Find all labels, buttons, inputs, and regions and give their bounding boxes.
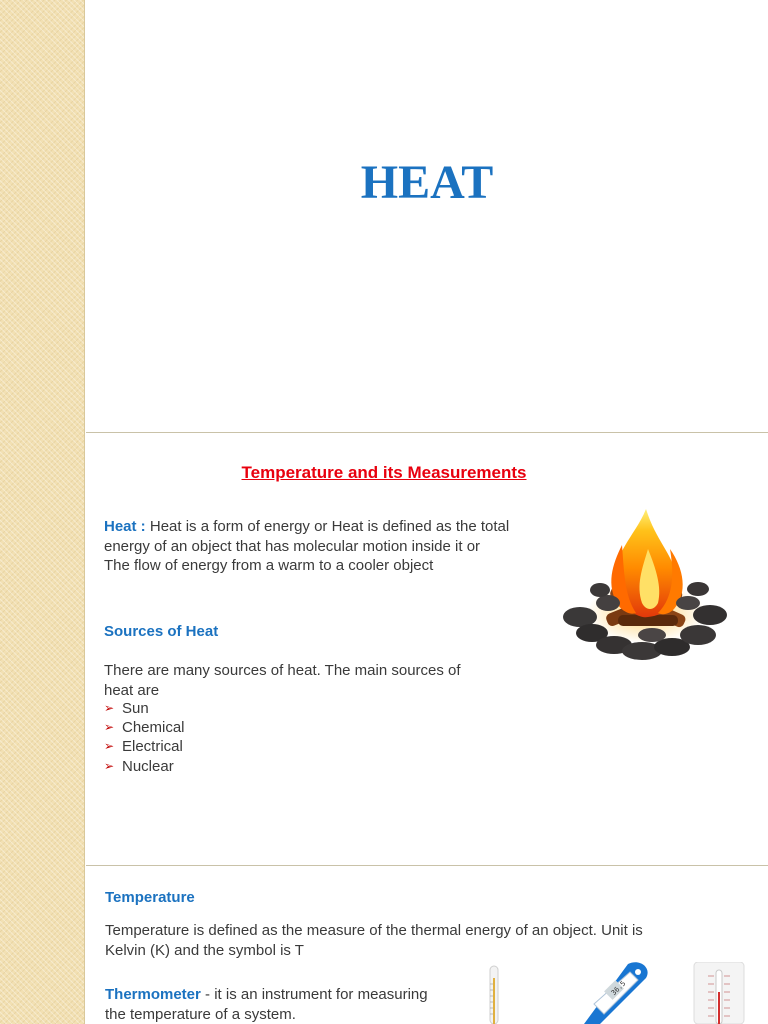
svg-text:36.5: 36.5 (609, 979, 628, 998)
heat-def-line2: energy of an object that has molecular motion inside it or (104, 537, 481, 555)
list-item: ➢ Electrical (104, 738, 183, 756)
glass-thermometer-icon (484, 964, 504, 1024)
list-item: ➢ Sun (104, 700, 149, 717)
temperature-heading: Temperature (105, 889, 195, 906)
decorative-sidebar (0, 0, 85, 1024)
wall-thermometer-icon (690, 962, 748, 1024)
list-item: ➢ Chemical (104, 719, 185, 737)
sources-intro (104, 661, 524, 700)
sources-intro-line2: heat are (104, 681, 160, 699)
temperature-def-line1: Temperature is defined as the measure of the thermal energy of an object. Unit is (105, 922, 643, 939)
slide-divider (86, 865, 768, 866)
campfire-icon (552, 505, 740, 670)
slide-title: HEAT (360, 156, 494, 209)
arrow-bullet-icon: ➢ (104, 739, 115, 754)
arrow-bullet-icon: ➢ (104, 720, 115, 735)
thermometer-def-line2: the temperature of a system. (105, 1005, 296, 1023)
temperature-definition (105, 921, 705, 960)
list-item: ➢ Nuclear (104, 757, 174, 775)
thermometer-label: Thermometer (105, 986, 201, 1003)
slide-divider (86, 432, 768, 433)
temperature-def-line2: Kelvin (K) and the symbol is T (105, 941, 304, 959)
sources-list (104, 699, 185, 776)
heat-def-line3: The flow of energy from a warm to a cooler object (104, 557, 434, 574)
heat-definition (104, 517, 554, 576)
heat-label: Heat : (104, 518, 146, 535)
arrow-bullet-icon: ➢ (104, 758, 115, 773)
thermometer-definition (105, 985, 457, 1024)
thermometer-def-line1: - it is an instrument for measuring (200, 986, 428, 1003)
digital-thermometer-icon (570, 960, 654, 1024)
arrow-bullet-icon: ➢ (104, 701, 115, 715)
sources-heading: Sources of Heat (104, 623, 219, 640)
heat-def-line1: Heat is a form of energy or Heat is defined as the total (145, 518, 510, 535)
sources-intro-line1: There are many sources of heat. The main sources of (104, 662, 461, 679)
section-heading: Temperature and its Measurements (241, 463, 527, 482)
